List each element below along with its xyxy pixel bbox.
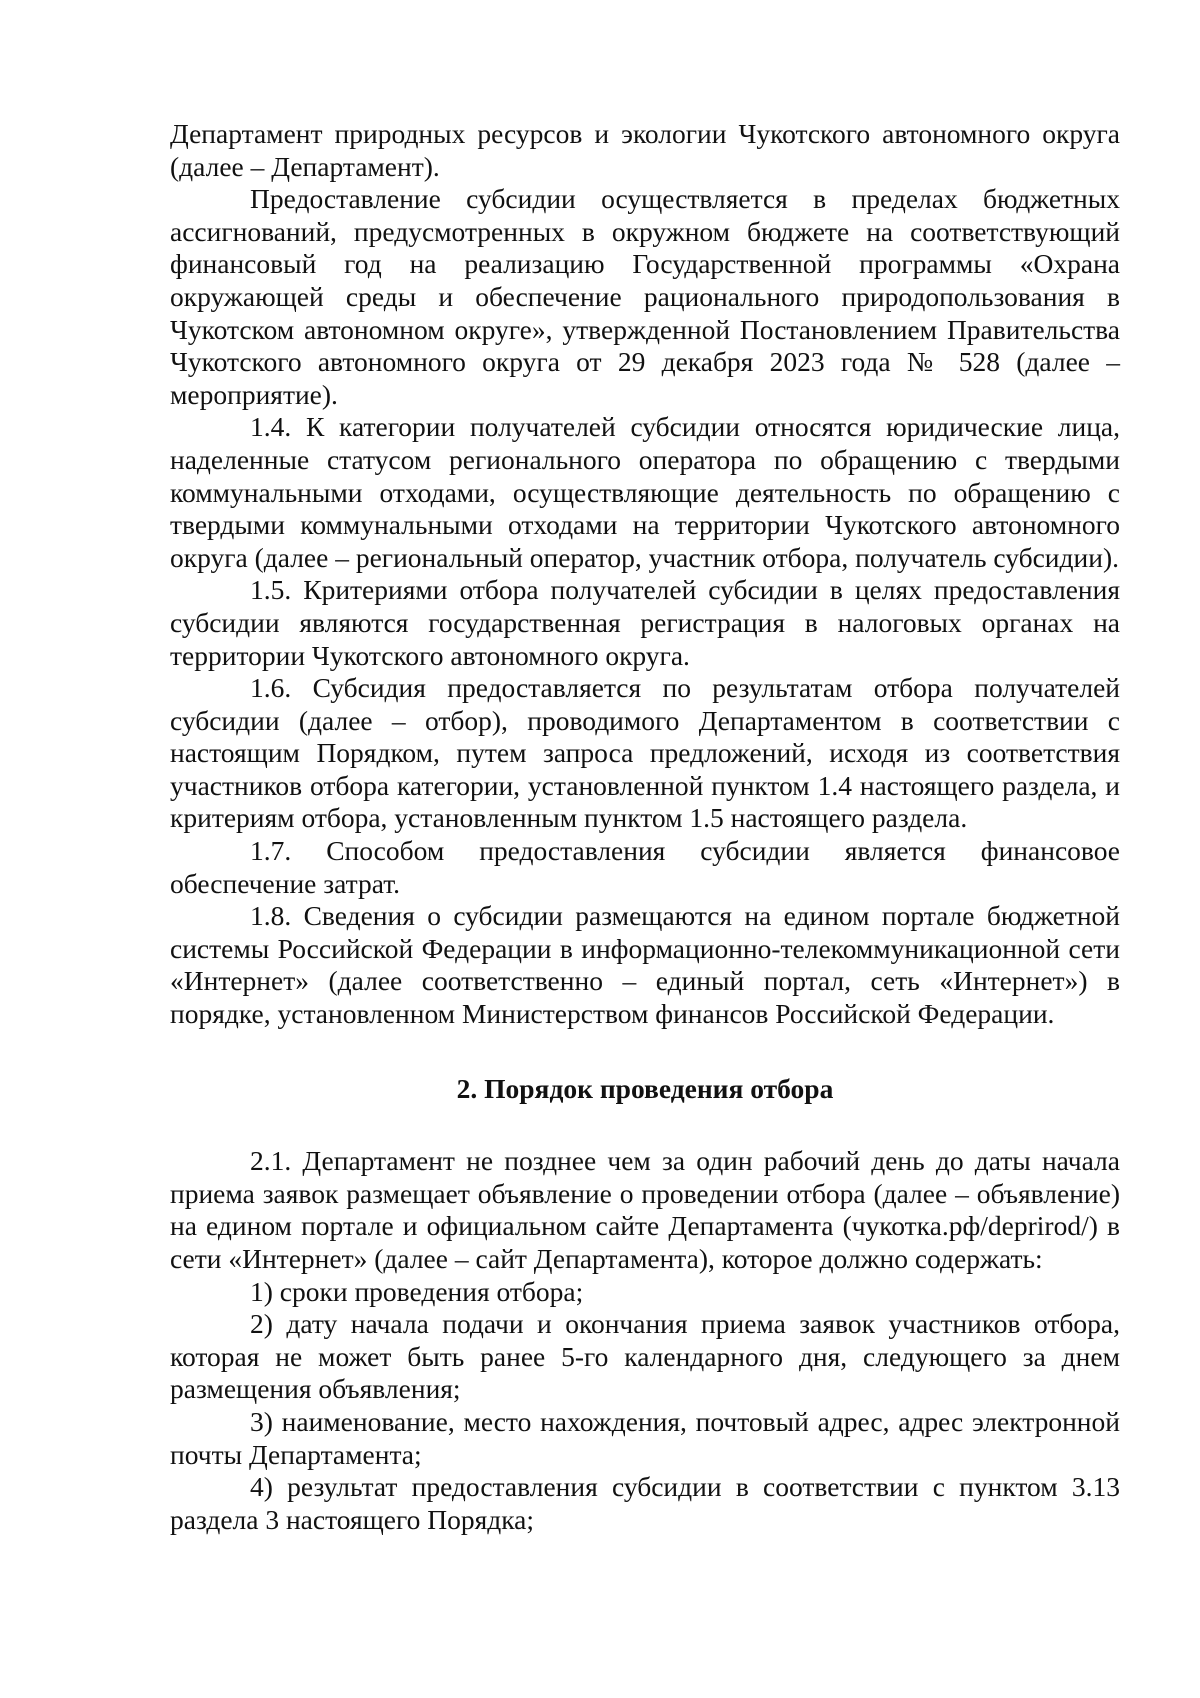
paragraph-subsidy-budget: Предоставление субсидии осуществляется в пределах бюджетных ассигнований, предусмотренных в окружном бюджете на соответствующий финансовый год на реализацию Государственной программы «Охрана окружающей среды и обеспечение рационального природопользования в Чукотском автономном округе», утвержденной Постановлением Правительства Чукотского автономного округа от 29 декабря 2023 года № 528 (далее – мероприятие). [170, 183, 1120, 410]
paragraph-department: Департамент природных ресурсов и экологии Чукотского автономного округа (далее – Департамент). [170, 118, 1120, 182]
list-item-2: 2) дату начала подачи и окончания приема заявок участников отбора, которая не может быть ранее 5-го календарного дня, следующего за днем размещения объявления; [170, 1308, 1120, 1405]
paragraph-1-4: 1.4. К категории получателей субсидии относятся юридические лица, наделенные статусом регионального оператора по обращению с твердыми коммунальными отходами, осуществляющие деятельность по обращению с твердыми коммунальными отходами на территории Чукотского автономного округа (далее – региональный оператор, участник отбора, получатель субсидии). [170, 411, 1120, 573]
paragraph-1-5: 1.5. Критериями отбора получателей субсидии в целях предоставления субсидии являются государственная регистрация в налоговых органах на территории Чукотского автономного округа. [170, 574, 1120, 671]
list-item-1: 1) сроки проведения отбора; [250, 1275, 584, 1307]
paragraph-1-6: 1.6. Субсидия предоставляется по результатам отбора получателей субсидии (далее – отбор), проводимого Департаментом в соответствии с настоящим Порядком, путем запроса предложений, исходя из соответствия участников отбора категории, установленной пунктом 1.4 настоящего раздела, и критериям отбора, установленным пунктом 1.5 настоящего раздела. [170, 672, 1120, 834]
paragraph-1-8: 1.8. Сведения о субсидии размещаются на едином портале бюджетной системы Российской Федерации в информационно-телекоммуникационной сети «Интернет» (далее соответственно – единый портал, сеть «Интернет») в порядке, установленном Министерством финансов Российской Федерации. [170, 900, 1120, 1030]
paragraph-2-1: 2.1. Департамент не позднее чем за один рабочий день до даты начала приема заявок размещает объявление о проведении отбора (далее – объявление) на едином портале и официальном сайте Департамента (чукотка.рф/deprirod/) в сети «Интернет» (далее – сайт Департамента), которое должно содержать: [170, 1145, 1120, 1274]
list-item-3: 3) наименование, место нахождения, почтовый адрес, адрес электронной почты Департамента; [170, 1405, 1120, 1470]
paragraph-1-7: 1.7. Способом предоставления субсидии является финансовое обеспечение затрат. [170, 835, 1120, 899]
document-page [170, 118, 1120, 1536]
section-heading-2: 2. Порядок проведения отбора [456, 1072, 834, 1104]
list-item-4: 4) результат предоставления субсидии в соответствии с пунктом 3.13 раздела 3 настоящего Порядка; [170, 1471, 1120, 1535]
